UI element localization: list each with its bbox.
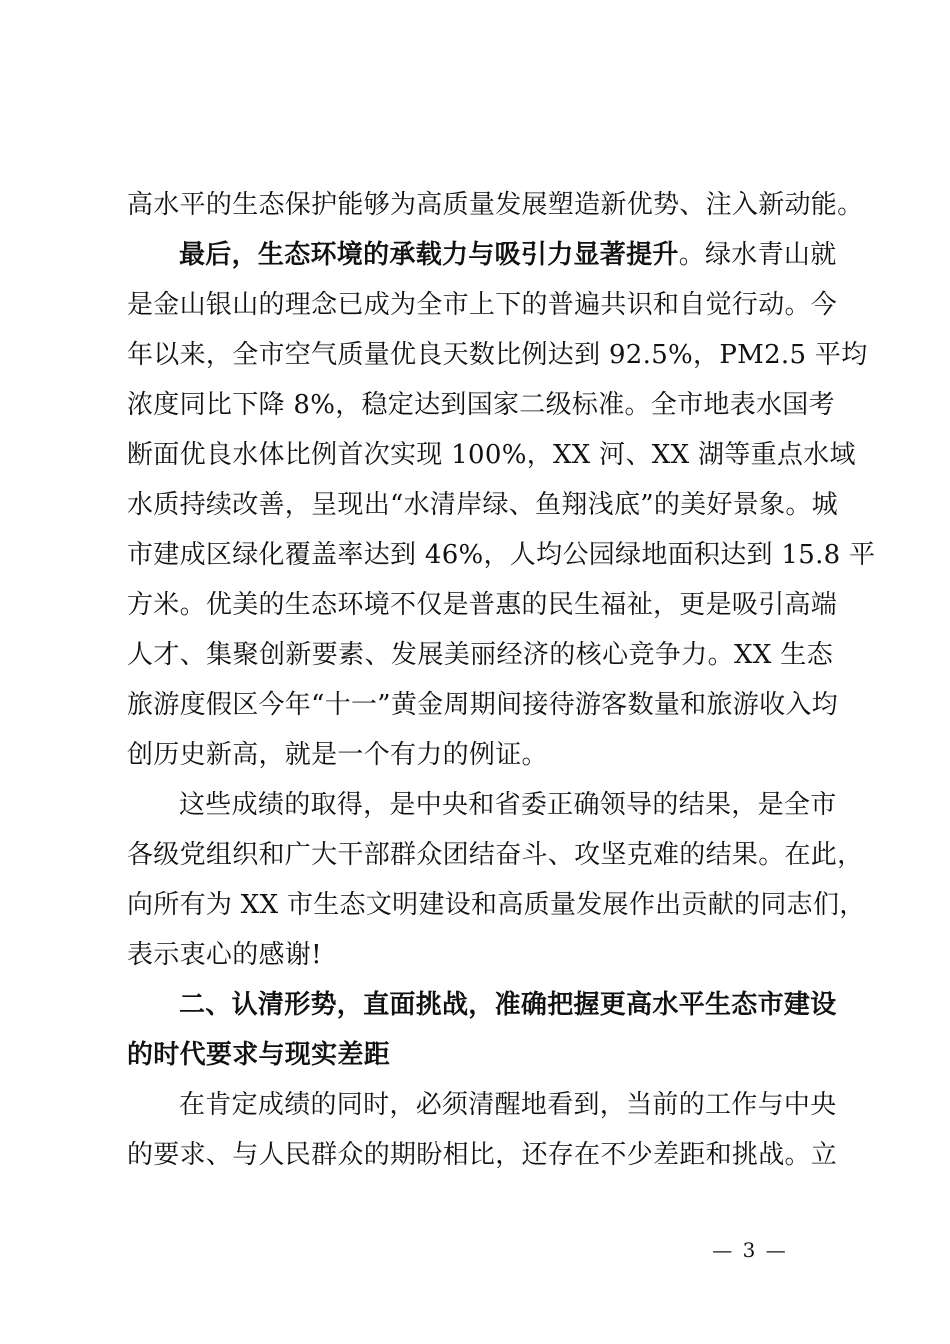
paragraph-line: 市建成区绿化覆盖率达到 46%，人均公园绿地面积达到 15.8 平 <box>127 540 876 570</box>
paragraph-line: 旅游度假区今年“十一”黄金周期间接待游客数量和旅游收入均 <box>127 690 838 720</box>
paragraph-line: 断面优良水体比例首次实现 100%，XX 河、XX 湖等重点水域 <box>127 440 856 470</box>
section-heading: 二、认清形势，直面挑战，准确把握更高水平生态市建设 <box>179 990 837 1020</box>
paragraph-line: 表示衷心的感谢! <box>127 940 322 970</box>
paragraph-line: 在肯定成绩的同时，必须清醒地看到，当前的工作与中央 <box>179 1090 837 1120</box>
paragraph-line: 年以来，全市空气质量优良天数比例达到 92.5%，PM2.5 平均 <box>127 340 868 370</box>
paragraph-line <box>179 230 837 280</box>
section-heading-continued: 的时代要求与现实差距 <box>127 1040 391 1070</box>
paragraph-line: 各级党组织和广大干部群众团结奋斗、攻坚克难的结果。在此， <box>127 840 864 870</box>
paragraph-line: 创历史新高，就是一个有力的例证。 <box>127 740 548 770</box>
paragraph-line: 水质持续改善，呈现出“水清岸绿、鱼翔浅底”的美好景象。城 <box>127 490 838 520</box>
paragraph-line: 方米。优美的生态环境不仅是普惠的民生福祉，更是吸引高端 <box>127 590 838 620</box>
paragraph-line: 高水平的生态保护能够为高质量发展塑造新优势、注入新动能。 <box>127 190 864 220</box>
paragraph-text: 。绿水青山就 <box>678 240 837 270</box>
paragraph-line: 的要求、与人民群众的期盼相比，还存在不少差距和挑战。立 <box>127 1140 838 1170</box>
paragraph-line: 人才、集聚创新要素、发展美丽经济的核心竞争力。XX 生态 <box>127 640 833 670</box>
paragraph-line: 这些成绩的取得，是中央和省委正确领导的结果，是全市 <box>179 790 837 820</box>
paragraph-line: 是金山银山的理念已成为全市上下的普遍共识和自觉行动。今 <box>127 290 838 320</box>
emphasis-lead: 最后，生态环境的承载力与吸引力显著提升 <box>179 240 679 270</box>
paragraph-line: 浓度同比下降 8%，稳定达到国家二级标准。全市地表水国考 <box>127 390 835 420</box>
page-number: — 3 — <box>712 1238 788 1262</box>
paragraph-line: 向所有为 XX 市生态文明建设和高质量发展作出贡献的同志们， <box>127 890 866 920</box>
